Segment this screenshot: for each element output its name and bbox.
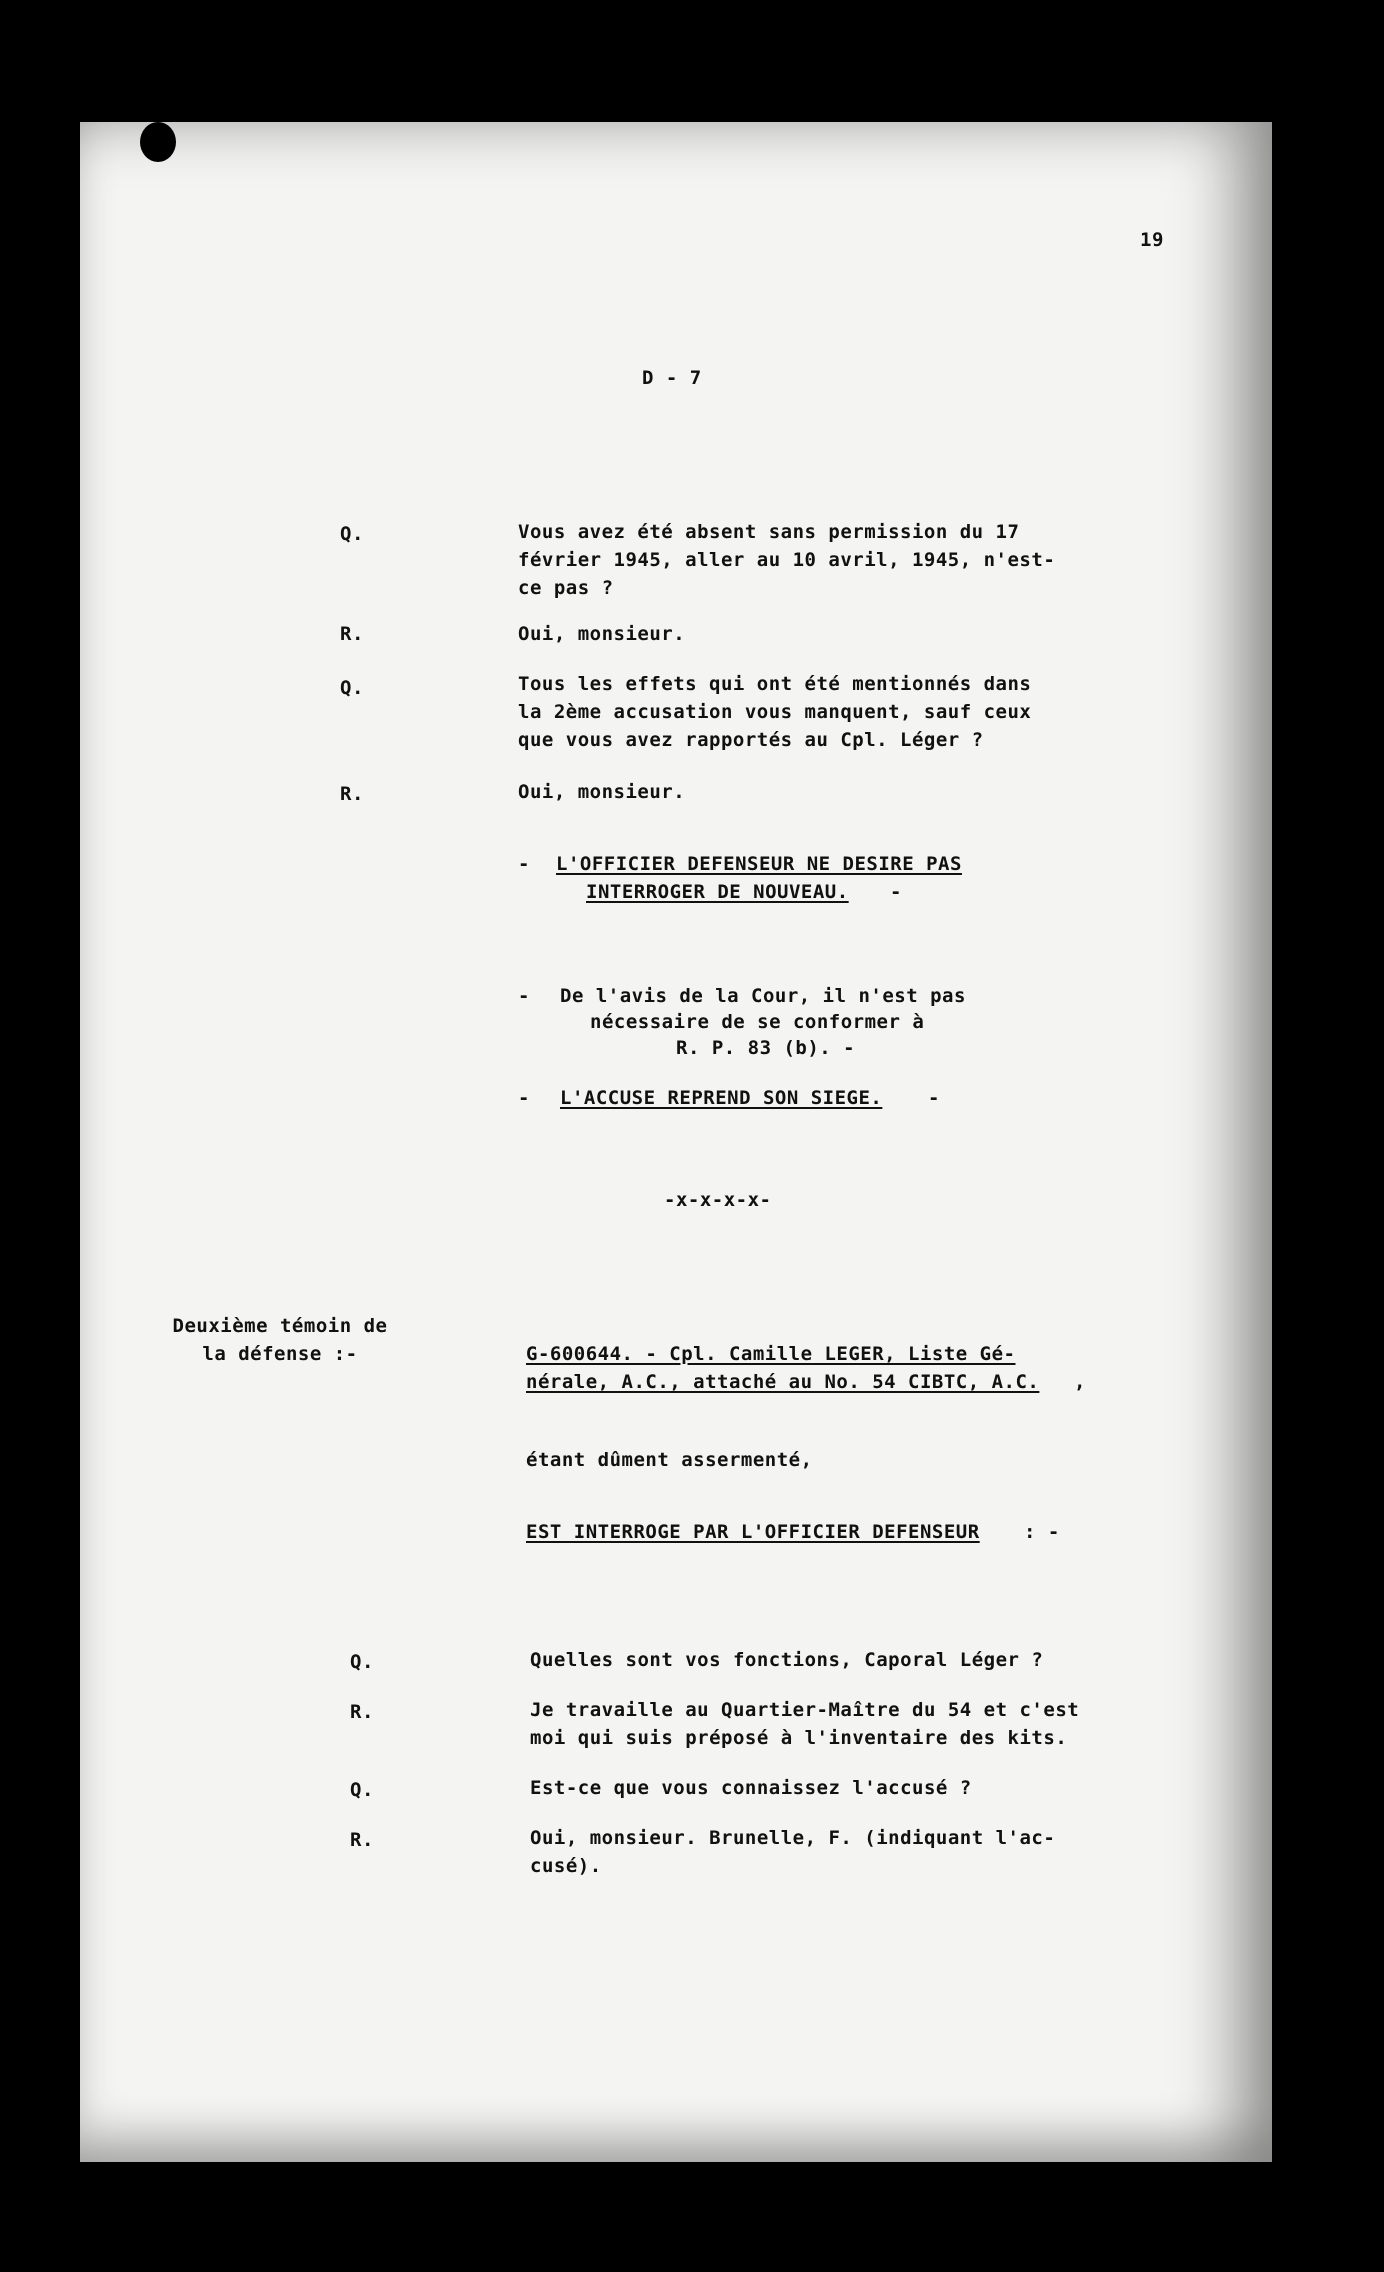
witness-margin-line1: Deuxième témoin de — [172, 1315, 388, 1337]
qa-text: Quelles sont vos fonctions, Caporal Léger ? — [530, 1649, 1044, 1671]
section-separator: -x-x-x-x- — [664, 1189, 772, 1211]
court-note-line3: R. P. 83 (b). - — [676, 1037, 856, 1059]
court-note-line1: De l'avis de la Cour, il n'est pas — [560, 985, 966, 1007]
section-code: D - 7 — [642, 367, 702, 389]
qa-label: Q. — [350, 1651, 374, 1673]
witness-margin-line2: la défense :- — [202, 1343, 358, 1365]
witness-sworn: étant dûment assermenté, — [526, 1449, 813, 1471]
qa-text: la 2ème accusation vous manquent, sauf ceux — [518, 701, 1032, 723]
witness-identification: G-600644. - Cpl. Camille LEGER, Liste Gé- — [526, 1343, 1016, 1365]
qa-text: Vous avez été absent sans permission du 17 — [518, 521, 1020, 543]
defense-note-line1: L'OFFICIER DEFENSEUR NE DESIRE PAS — [556, 853, 962, 875]
qa-label: Q. — [350, 1779, 374, 1801]
witness-unit-tail: , — [1074, 1371, 1086, 1393]
examination-heading: EST INTERROGE PAR L'OFFICIER DEFENSEUR — [526, 1521, 980, 1543]
qa-text: ce pas ? — [518, 577, 614, 599]
qa-text: Oui, monsieur. Brunelle, F. (indiquant l'ac- — [530, 1827, 1056, 1849]
qa-label: R. — [340, 623, 364, 645]
note-dash: - — [890, 881, 902, 903]
punch-hole — [140, 122, 176, 162]
qa-label: Q. — [340, 677, 364, 699]
note-dash: - — [518, 1087, 530, 1109]
qa-text: Je travaille au Quartier-Maître du 54 et c'est — [530, 1699, 1080, 1721]
qa-label: R. — [340, 783, 364, 805]
qa-text: moi qui suis préposé à l'inventaire des kits. — [530, 1727, 1068, 1749]
page-number: 19 — [1140, 229, 1164, 251]
defense-note-line2: INTERROGER DE NOUVEAU. — [586, 881, 849, 903]
note-dash: - — [928, 1087, 940, 1109]
accused-note: L'ACCUSE REPREND SON SIEGE. — [560, 1087, 883, 1109]
qa-label: R. — [350, 1829, 374, 1851]
qa-text: cusé). — [530, 1855, 602, 1877]
court-note-line2: nécessaire de se conformer à — [590, 1011, 925, 1033]
qa-text: Oui, monsieur. — [518, 781, 686, 803]
witness-unit: nérale, A.C., attaché au No. 54 CIBTC, A.C. — [526, 1371, 1040, 1393]
qa-text: que vous avez rapportés au Cpl. Léger ? — [518, 729, 984, 751]
qa-text: Tous les effets qui ont été mentionnés dans — [518, 673, 1032, 695]
qa-text: Oui, monsieur. — [518, 623, 686, 645]
note-dash: - — [518, 853, 530, 875]
document-page — [80, 122, 1272, 2162]
qa-text: Est-ce que vous connaissez l'accusé ? — [530, 1777, 972, 1799]
qa-label: Q. — [340, 523, 364, 545]
qa-text: février 1945, aller au 10 avril, 1945, n'est- — [518, 549, 1056, 571]
examination-heading-tail: : - — [1012, 1521, 1060, 1543]
note-dash: - — [518, 985, 530, 1007]
qa-label: R. — [350, 1701, 374, 1723]
